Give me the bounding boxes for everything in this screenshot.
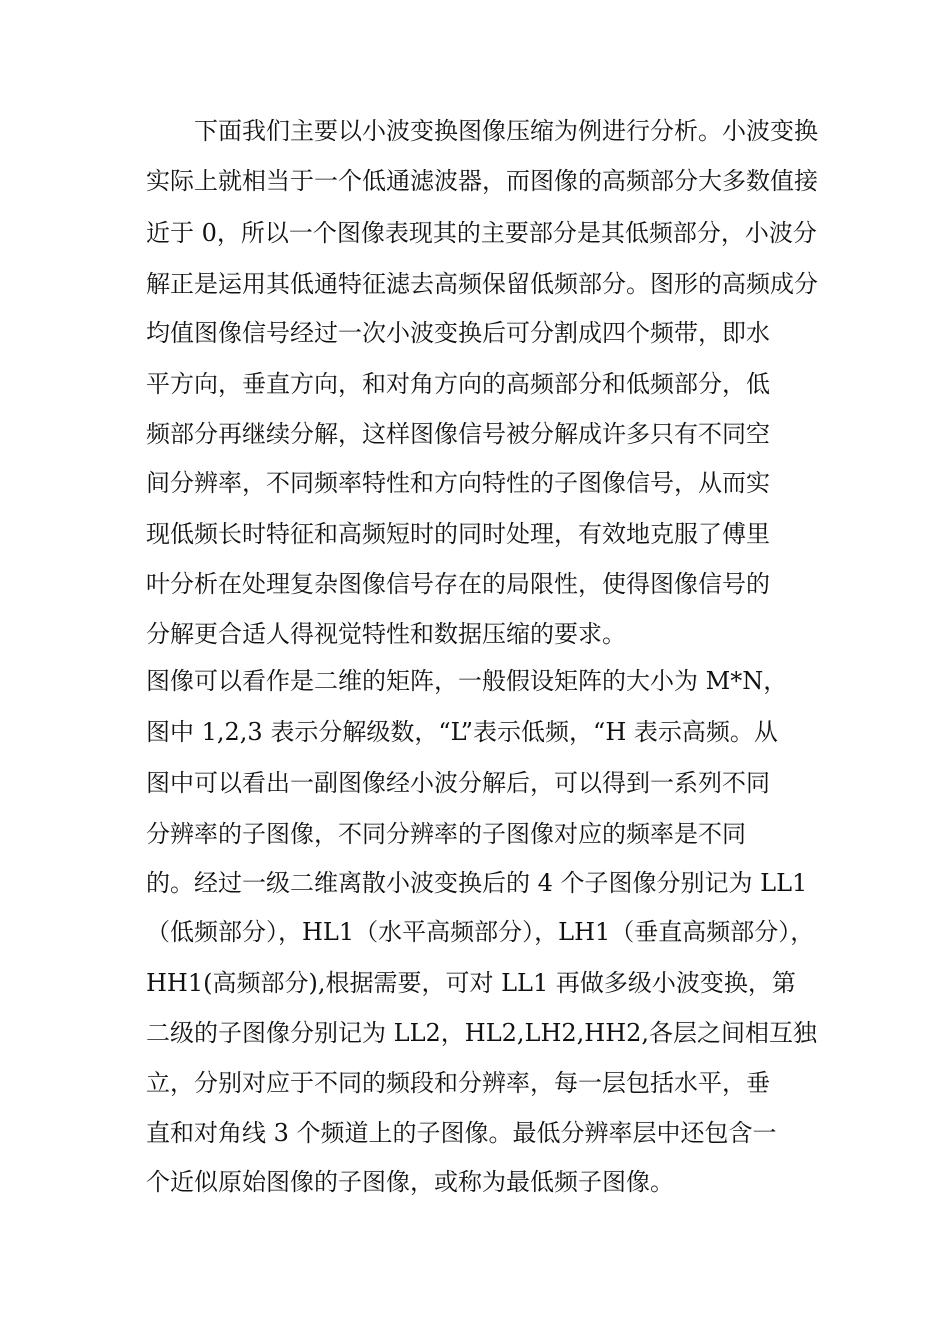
paragraph-line: 现低频长时特征和高频短时的同时处理，有效地克服了傅里 bbox=[146, 520, 770, 548]
paragraph-line: 间分辨率，不同频率特性和方向特性的子图像信号，从而实 bbox=[146, 469, 770, 497]
paragraph-line: 图中 1,2,3 表示分解级数，“L”表示低频，“H 表示高频。从 bbox=[146, 718, 778, 746]
paragraph-line: 解正是运用其低通特征滤去高频保留低频部分。图形的高频成分 bbox=[146, 270, 818, 298]
paragraph-line: 近于 0，所以一个图像表现其的主要部分是其低频部分，小波分 bbox=[146, 219, 817, 247]
paragraph-line: 下面我们主要以小波变换图像压缩为例进行分析。小波变换 bbox=[194, 117, 818, 145]
paragraph-line: HH1(高频部分),根据需要，可对 LL1 再做多级小波变换，第 bbox=[146, 969, 796, 997]
paragraph-line: 平方向，垂直方向，和对角方向的高频部分和低频部分，低 bbox=[146, 370, 770, 398]
paragraph-line: 分解更合适人得视觉特性和数据压缩的要求。 bbox=[146, 620, 626, 648]
paragraph-line: 频部分再继续分解，这样图像信号被分解成许多只有不同空 bbox=[146, 420, 770, 448]
paragraph-line: 立，分别对应于不同的频段和分辨率，每一层包括水平，垂 bbox=[146, 1069, 770, 1097]
paragraph-line: 个近似原始图像的子图像，或称为最低频子图像。 bbox=[146, 1168, 674, 1196]
paragraph-line: 的。经过一级二维离散小波变换后的 4 个子图像分别记为 LL1 bbox=[146, 869, 808, 897]
paragraph-line: 实际上就相当于一个低通滤波器，而图像的高频部分大多数值接 bbox=[146, 167, 818, 195]
paragraph-line: （低频部分），HL1（水平高频部分），LH1（垂直高频部分）， bbox=[146, 918, 815, 946]
paragraph-line: 分辨率的子图像，不同分辨率的子图像对应的频率是不同 bbox=[146, 820, 746, 848]
paragraph-line: 均值图像信号经过一次小波变换后可分割成四个频带，即水 bbox=[146, 319, 770, 347]
paragraph-line: 叶分析在处理复杂图像信号存在的局限性，使得图像信号的 bbox=[146, 570, 770, 598]
paragraph-line: 图像可以看作是二维的矩阵，一般假设矩阵的大小为 M*N， bbox=[146, 667, 788, 695]
paragraph-line: 图中可以看出一副图像经小波分解后，可以得到一系列不同 bbox=[146, 769, 770, 797]
paragraph-line: 直和对角线 3 个频道上的子图像。最低分辨率层中还包含一 bbox=[146, 1119, 777, 1147]
paragraph-line: 二级的子图像分别记为 LL2，HL2,LH2,HH2,各层之间相互独 bbox=[146, 1019, 818, 1047]
